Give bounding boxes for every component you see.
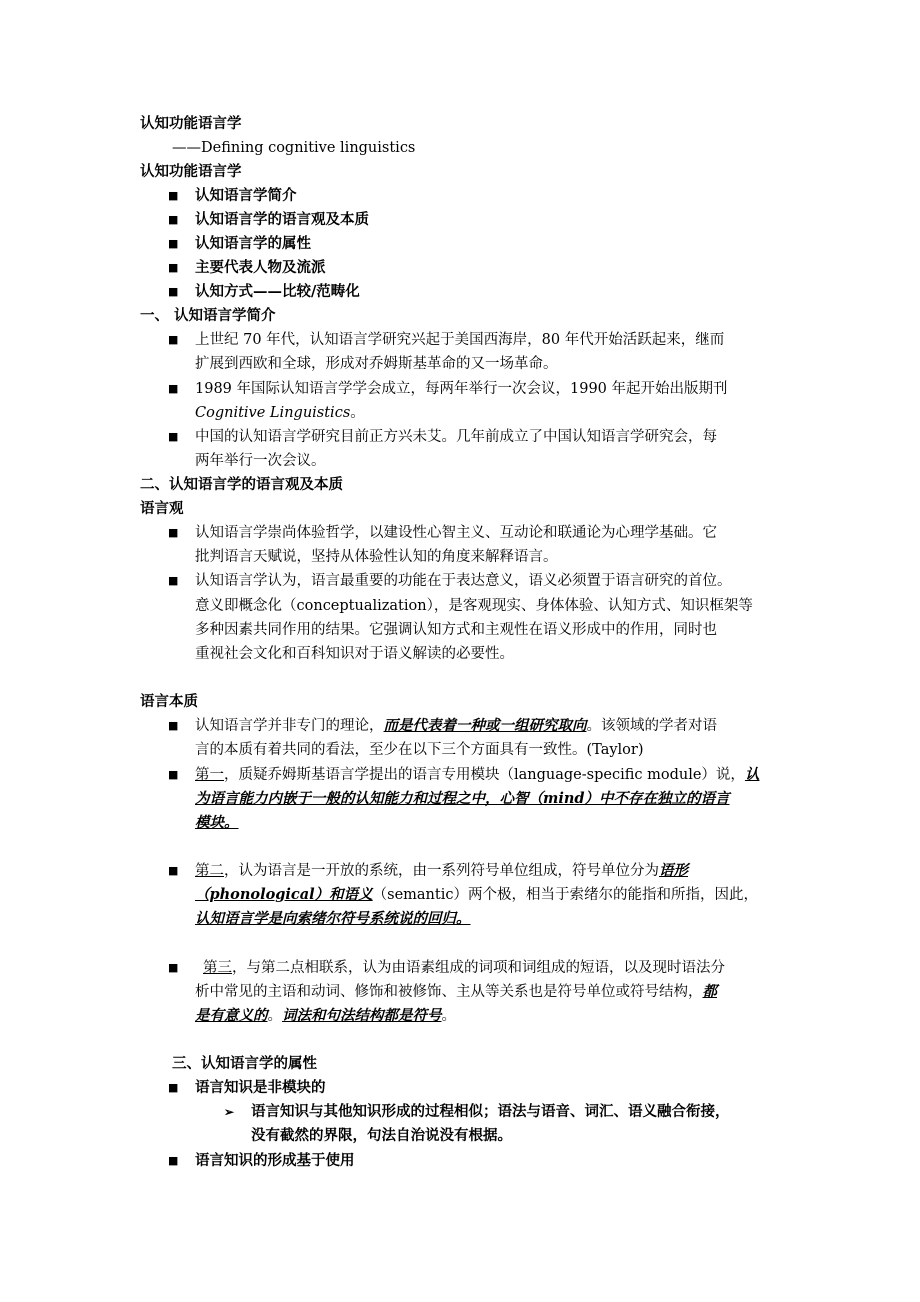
text-run: ，与第二点相联系，认为由语素组成的词项和词组成的短语，以及现时语法分 — [232, 960, 725, 976]
attribute-item: 语言知识的形成基于使用 — [195, 1152, 355, 1169]
attribute-item: 语言知识是非模块的 — [195, 1079, 326, 1096]
text-run: ，质疑乔姆斯基语言学提出的语言专用模块（language-specific module）说， — [224, 767, 745, 783]
punctuation: 。 — [441, 1008, 456, 1024]
paragraph-line: 两年举行一次会议。 — [195, 453, 326, 469]
square-bullet-icon: ■ — [168, 430, 179, 443]
paragraph-line — [195, 1004, 456, 1028]
emphasis-text: 语形 — [659, 862, 688, 879]
paragraph-line — [195, 763, 759, 787]
square-bullet-icon: ■ — [168, 237, 179, 250]
square-bullet-icon: ■ — [168, 961, 179, 974]
point-label: 第二 — [195, 863, 224, 879]
text-run: 析中常见的主语和动词、修饰和被修饰、主从等关系也是符号单位或符号结构， — [195, 984, 703, 1000]
section-1-heading: 一、 认知语言学简介 — [140, 307, 276, 324]
text-run: ，认为语言是一开放的系统，由一系列符号单位组成，符号单位分为 — [224, 863, 659, 879]
emphasis-line: 为语言能力内嵌于一般的认知能力和过程之中，心智（mind）中不存在独立的语言 — [195, 790, 730, 807]
paragraph-line — [203, 956, 725, 980]
outline-item: 主要代表人物及流派 — [195, 259, 326, 276]
outline-item: 认知方式——比较/范畴化 — [195, 283, 360, 300]
square-bullet-icon: ■ — [168, 333, 179, 346]
paragraph-line: 多种因素共同作用的结果。它强调认知方式和主观性在语义形成中的作用，同时也 — [195, 622, 717, 638]
sub-item-line: 语言知识与其他知识形成的过程相似；语法与语音、词汇、语义融合衔接， — [251, 1103, 730, 1120]
paragraph-line — [195, 980, 717, 1004]
square-bullet-icon: ■ — [168, 285, 179, 298]
language-view-heading: 语言观 — [140, 500, 184, 517]
square-bullet-icon: ■ — [168, 1081, 179, 1094]
square-bullet-icon: ■ — [168, 189, 179, 202]
paragraph-line: 扩展到西欧和全球，形成对乔姆斯基革命的又一场革命。 — [195, 356, 558, 372]
outline-item: 认知语言学的语言观及本质 — [195, 211, 369, 228]
emphasis-text: 而是代表着一种或一组研究取向 — [383, 717, 587, 734]
paragraph-line: 认知语言学崇尚体验哲学，以建设性心智主义、互动论和联通论为心理学基础。它 — [195, 525, 717, 541]
outline-title: 认知功能语言学 — [140, 163, 242, 180]
square-bullet-icon: ■ — [168, 574, 179, 587]
punctuation: 。 — [350, 405, 365, 421]
square-bullet-icon: ■ — [168, 768, 179, 781]
outline-item: 认知语言学简介 — [195, 187, 297, 204]
arrow-bullet-icon: ➢ — [224, 1105, 235, 1119]
emphasis-text: 都 — [702, 983, 717, 1000]
point-label: 第一 — [195, 767, 224, 783]
paragraph-line: 意义即概念化（conceptualization），是客观现实、身体体验、认知方式、知识框架等 — [195, 598, 753, 614]
paragraph-line: 上世纪 70 年代，认知语言学研究兴起于美国西海岸，80 年代开始活跃起来，继而 — [195, 332, 725, 348]
square-bullet-icon: ■ — [168, 213, 179, 226]
emphasis-text: 是有意义的 — [195, 1007, 268, 1024]
text-run: 认知语言学并非专门的理论， — [195, 718, 384, 734]
section-2-heading: 二、认知语言学的语言观及本质 — [140, 476, 343, 493]
square-bullet-icon: ■ — [168, 864, 179, 877]
outline-item: 认知语言学的属性 — [195, 235, 311, 252]
emphasis-text: 词法和句法结构都是符号 — [282, 1007, 442, 1024]
section-3-heading: 三、认知语言学的属性 — [172, 1055, 317, 1072]
square-bullet-icon: ■ — [168, 261, 179, 274]
square-bullet-icon: ■ — [168, 1154, 179, 1167]
point-label: 第三 — [203, 960, 232, 976]
sub-item-line: 没有截然的界限，句法自治说没有根据。 — [251, 1127, 512, 1144]
square-bullet-icon: ■ — [168, 526, 179, 539]
paragraph-line: 言的本质有着共同的看法，至少在以下三个方面具有一致性。(Taylor) — [195, 742, 644, 758]
square-bullet-icon: ■ — [168, 382, 179, 395]
doc-title: 认知功能语言学 — [140, 115, 242, 132]
paragraph-line: 1989 年国际认知语言学学会成立，每两年举行一次会议，1990 年起开始出版期刊 — [195, 381, 728, 397]
paragraph-line — [195, 401, 365, 425]
doc-subtitle: ——Defining cognitive linguistics — [172, 140, 416, 156]
text-run: （semantic）两个极，相当于索绪尔的能指和所指，因此， — [372, 887, 758, 903]
square-bullet-icon: ■ — [168, 719, 179, 732]
paragraph-line — [195, 714, 717, 738]
paragraph-line: 重视社会文化和百科知识对于语义解读的必要性。 — [195, 646, 514, 662]
punctuation: 。 — [267, 1008, 282, 1024]
language-nature-heading: 语言本质 — [140, 693, 198, 710]
paragraph-line: 批判语言天赋说，坚持从体验性认知的角度来解释语言。 — [195, 549, 558, 565]
emphasis-text: （phonological）和语义 — [195, 886, 373, 903]
emphasis-line: 模块。 — [195, 814, 239, 831]
paragraph-line: 中国的认知语言学研究目前正方兴未艾。几年前成立了中国认知语言学研究会，每 — [195, 429, 717, 445]
text-run: 。该领域的学者对语 — [586, 718, 717, 734]
emphasis-text: 认 — [744, 766, 760, 783]
paragraph-line — [195, 859, 688, 883]
paragraph-line: 认知语言学认为，语言最重要的功能在于表达意义，语义必须置于语言研究的首位。 — [195, 573, 732, 589]
paragraph-line — [195, 883, 758, 907]
emphasis-line: 认知语言学是向索绪尔符号系统说的回归。 — [195, 910, 471, 927]
journal-name: Cognitive Linguistics — [195, 405, 351, 421]
